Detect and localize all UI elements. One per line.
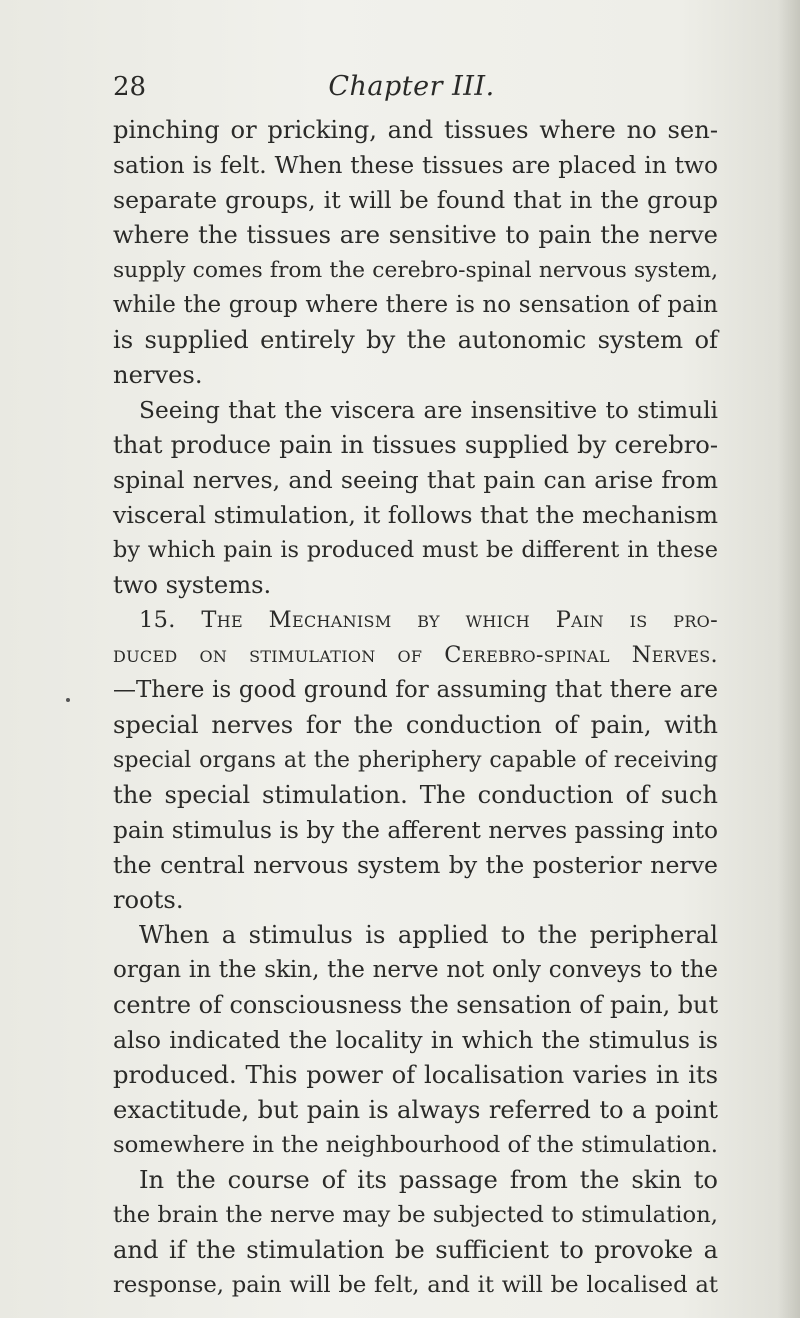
text-line: roots. — [113, 886, 184, 914]
text-line: also indicated the locality in which the stimulus is — [113, 1026, 718, 1054]
text-line: the central nervous system by the posterior nerve — [113, 851, 718, 879]
text-line: spinal nerves, and seeing that pain can arise from — [113, 466, 718, 494]
text-line: the special stimulation. The conduction of such — [113, 781, 718, 809]
text-line: by which pain is produced must be different in these — [113, 537, 718, 563]
text-line: special nerves for the conduction of pain, with — [113, 711, 718, 739]
text-line: while the group where there is no sensation of pain — [113, 292, 718, 318]
text-line: In the course of its passage from the skin to — [139, 1166, 718, 1194]
text-line: nerves. — [113, 361, 203, 389]
text-line: and if the stimulation be sufficient to provoke a — [113, 1236, 718, 1264]
text-line: two systems. — [113, 571, 272, 599]
text-line: special organs at the pheriphery capable of receiving — [113, 747, 718, 773]
text-line: pain stimulus is by the afferent nerves passing into — [113, 817, 718, 844]
text-line: exactitude, but pain is always referred to a point — [113, 1096, 718, 1124]
body-text — [113, 113, 718, 1303]
text-line: somewhere in the neighbourhood of the stimulation. — [113, 1132, 718, 1158]
text-line: that produce pain in tissues supplied by cerebro- — [113, 431, 718, 459]
text-line: visceral stimulation, it follows that the mechanism — [113, 501, 718, 529]
page-header — [113, 72, 710, 108]
text-line: centre of consciousness the sensation of pain, but — [113, 991, 719, 1019]
text-line: the brain the nerve may be subjected to stimulation, — [113, 1202, 718, 1228]
section-heading: duced on stimulation of Cerebro-spinal Nerves. — [113, 642, 718, 668]
text-line: pinching or pricking, and tissues where no sen- — [113, 116, 718, 144]
text-line: supply comes from the cerebro-spinal nervous system, — [113, 258, 718, 283]
text-line: Seeing that the viscera are insensitive to stimuli — [139, 397, 718, 424]
text-line: separate groups, it will be found that in the group — [113, 186, 718, 214]
page-edge-shadow — [778, 0, 800, 1318]
text-line: is supplied entirely by the autonomic system of — [113, 326, 718, 354]
running-head: Chapter III. — [328, 71, 495, 102]
text-line: organ in the skin, the nerve not only conveys to the — [113, 957, 718, 983]
text-line: When a stimulus is applied to the peripheral — [139, 921, 718, 949]
text-line: produced. This power of localisation varies in its — [113, 1061, 718, 1089]
text-line: response, pain will be felt, and it will be localised at — [113, 1272, 718, 1298]
text-line: sation is felt. When these tissues are placed in two — [113, 152, 718, 179]
section-heading: 15. The Mechanism by which Pain is pro- — [139, 607, 718, 633]
margin-mark — [66, 698, 70, 702]
text-line: where the tissues are sensitive to pain the nerve — [113, 221, 718, 249]
page-number: 28 — [113, 72, 147, 102]
text-line: —There is good ground for assuming that there are — [113, 677, 718, 703]
